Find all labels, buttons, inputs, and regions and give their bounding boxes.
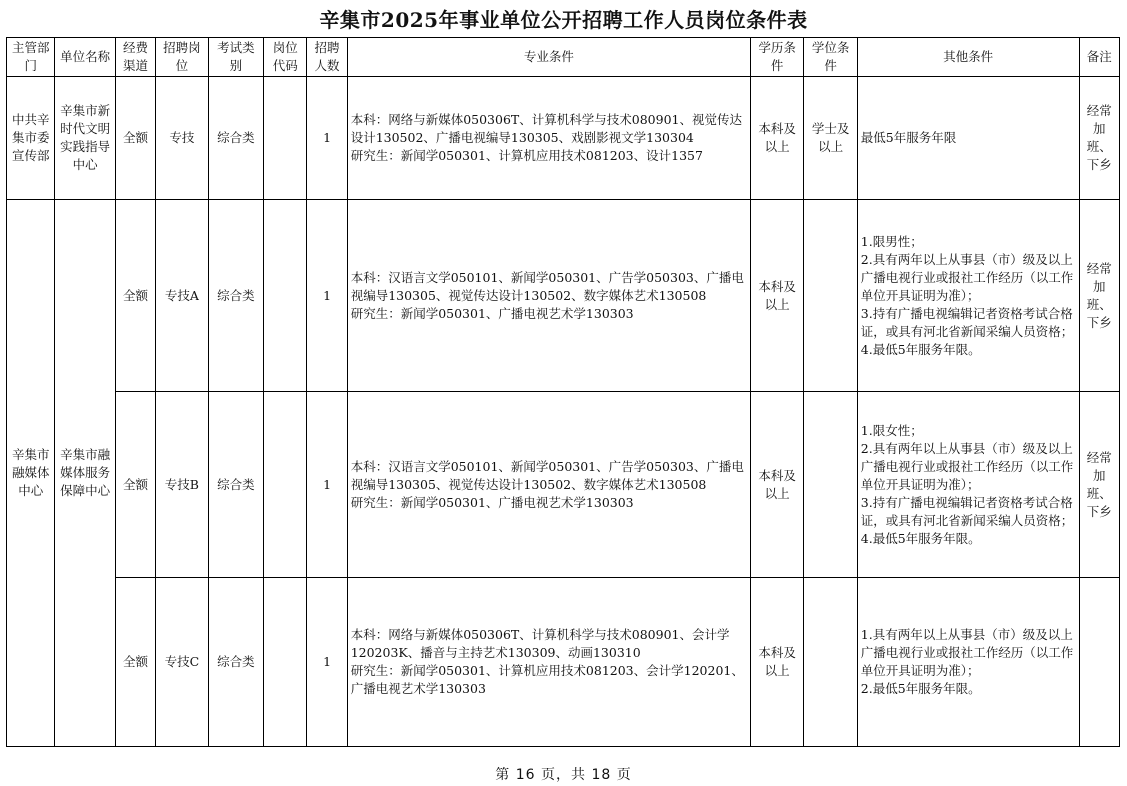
cell-code [264,77,307,200]
cell-dept: 辛集市融媒体中心 [7,200,55,747]
cell-note: 经常加班、下乡 [1079,200,1119,392]
cell-degree [804,392,857,578]
cell-count: 1 [307,200,347,392]
cell-count: 1 [307,392,347,578]
header-exam: 考试类别 [208,38,263,77]
cell-exam: 综合类 [208,200,263,392]
header-count: 招聘人数 [307,38,347,77]
major-grad: 研究生：新闻学050301、计算机应用技术081203、会计学120201、广播电视艺术学130303 [350,663,744,696]
major-grad: 研究生：新闻学050301、广播电视艺术学130303 [350,305,634,321]
cell-other [857,578,1079,747]
cell-other [857,200,1079,392]
cell-other [857,392,1079,578]
header-code: 岗位代码 [264,38,307,77]
cell-post: 专技 [156,77,208,200]
header-other: 其他条件 [857,38,1079,77]
cell-post: 专技C [156,578,208,747]
other-item: 最低5年服务年限 [860,130,957,145]
other-item: 2.具有两年以上从事县（市）级及以上广播电视行业或报社工作经历（以工作单位开具证明为准）； [860,251,1074,303]
other-item: 3.持有广播电视编辑记者资格考试合格证，或具有河北省新闻采编人员资格； [860,494,1074,528]
header-row [7,38,1120,77]
cell-count: 1 [307,578,347,747]
cell-edu: 本科及以上 [750,77,803,200]
cell-code [264,578,307,747]
cell-fund: 全额 [115,392,155,578]
header-unit: 单位名称 [55,38,115,77]
other-item: 1.限女性； [860,422,923,438]
header-post: 招聘岗位 [156,38,208,77]
position-table [6,37,1120,747]
cell-exam: 综合类 [208,77,263,200]
cell-exam: 综合类 [208,392,263,578]
cell-degree [804,200,857,392]
other-item: 2.具有两年以上从事县（市）级及以上广播电视行业或报社工作经历（以工作单位开具证明为准）； [860,440,1074,492]
other-item: 1.限男性； [860,233,923,249]
cell-edu: 本科及以上 [750,392,803,578]
cell-major [347,392,750,578]
major-undergrad: 本科：网络与新媒体050306T、计算机科学与技术080901、会计学120203K、播音与主持艺术130309、动画130310 [350,627,730,660]
cell-exam: 综合类 [208,578,263,747]
cell-code [264,392,307,578]
header-fund: 经费渠道 [115,38,155,77]
cell-unit: 辛集市新时代文明实践指导中心 [55,77,115,200]
major-grad: 研究生：新闻学050301、广播电视艺术学130303 [350,494,634,510]
cell-code [264,200,307,392]
cell-dept: 中共辛集市委宣传部 [7,77,55,200]
cell-degree: 学士及以上 [804,77,857,200]
other-item: 1.具有两年以上从事县（市）级及以上广播电视行业或报社工作经历（以工作单位开具证明为准）； [860,627,1074,678]
other-item: 3.持有广播电视编辑记者资格考试合格证，或具有河北省新闻采编人员资格； [860,305,1074,339]
table-row [7,200,1120,392]
major-undergrad: 本科：汉语言文学050101、新闻学050301、广告学050303、广播电视编导130305、视觉传达设计130502、数字媒体艺术130508 [350,458,744,492]
table-row [7,578,1120,747]
cell-post: 专技A [156,200,208,392]
other-item: 2.最低5年服务年限。 [860,681,981,696]
header-dept: 主管部门 [7,38,55,77]
table-row [7,77,1120,200]
cell-note [1079,578,1119,747]
header-major: 专业条件 [347,38,750,77]
cell-fund: 全额 [115,200,155,392]
cell-edu: 本科及以上 [750,578,803,747]
cell-degree [804,578,857,747]
cell-other [857,77,1079,200]
cell-fund: 全额 [115,77,155,200]
cell-count: 1 [307,77,347,200]
header-note: 备注 [1079,38,1119,77]
table-row [7,392,1120,578]
major-undergrad: 本科：网络与新媒体050306T、计算机科学与技术080901、视觉传达设计130502、广播电视编导130305、戏剧影视文学130304 [350,112,742,145]
other-item: 4.最低5年服务年限。 [860,530,981,546]
cell-unit: 辛集市融媒体服务保障中心 [55,200,115,747]
cell-major [347,578,750,747]
cell-post: 专技B [156,392,208,578]
cell-edu: 本科及以上 [750,200,803,392]
other-item: 4.最低5年服务年限。 [860,341,981,357]
major-undergrad: 本科：汉语言文学050101、新闻学050301、广告学050303、广播电视编导130305、视觉传达设计130502、数字媒体艺术130508 [350,269,744,303]
cell-major [347,77,750,200]
page-title: 辛集市2025年事业单位公开招聘工作人员岗位条件表 [319,8,808,32]
header-degree: 学位条件 [804,38,857,77]
cell-fund: 全额 [115,578,155,747]
cell-note: 经常加班、下乡 [1079,77,1119,200]
header-edu: 学历条件 [750,38,803,77]
page-footer: 第 16 页，共 18 页 [495,767,632,783]
major-grad: 研究生：新闻学050301、计算机应用技术081203、设计1357 [350,148,703,163]
cell-note: 经常加班、下乡 [1079,392,1119,578]
cell-major [347,200,750,392]
